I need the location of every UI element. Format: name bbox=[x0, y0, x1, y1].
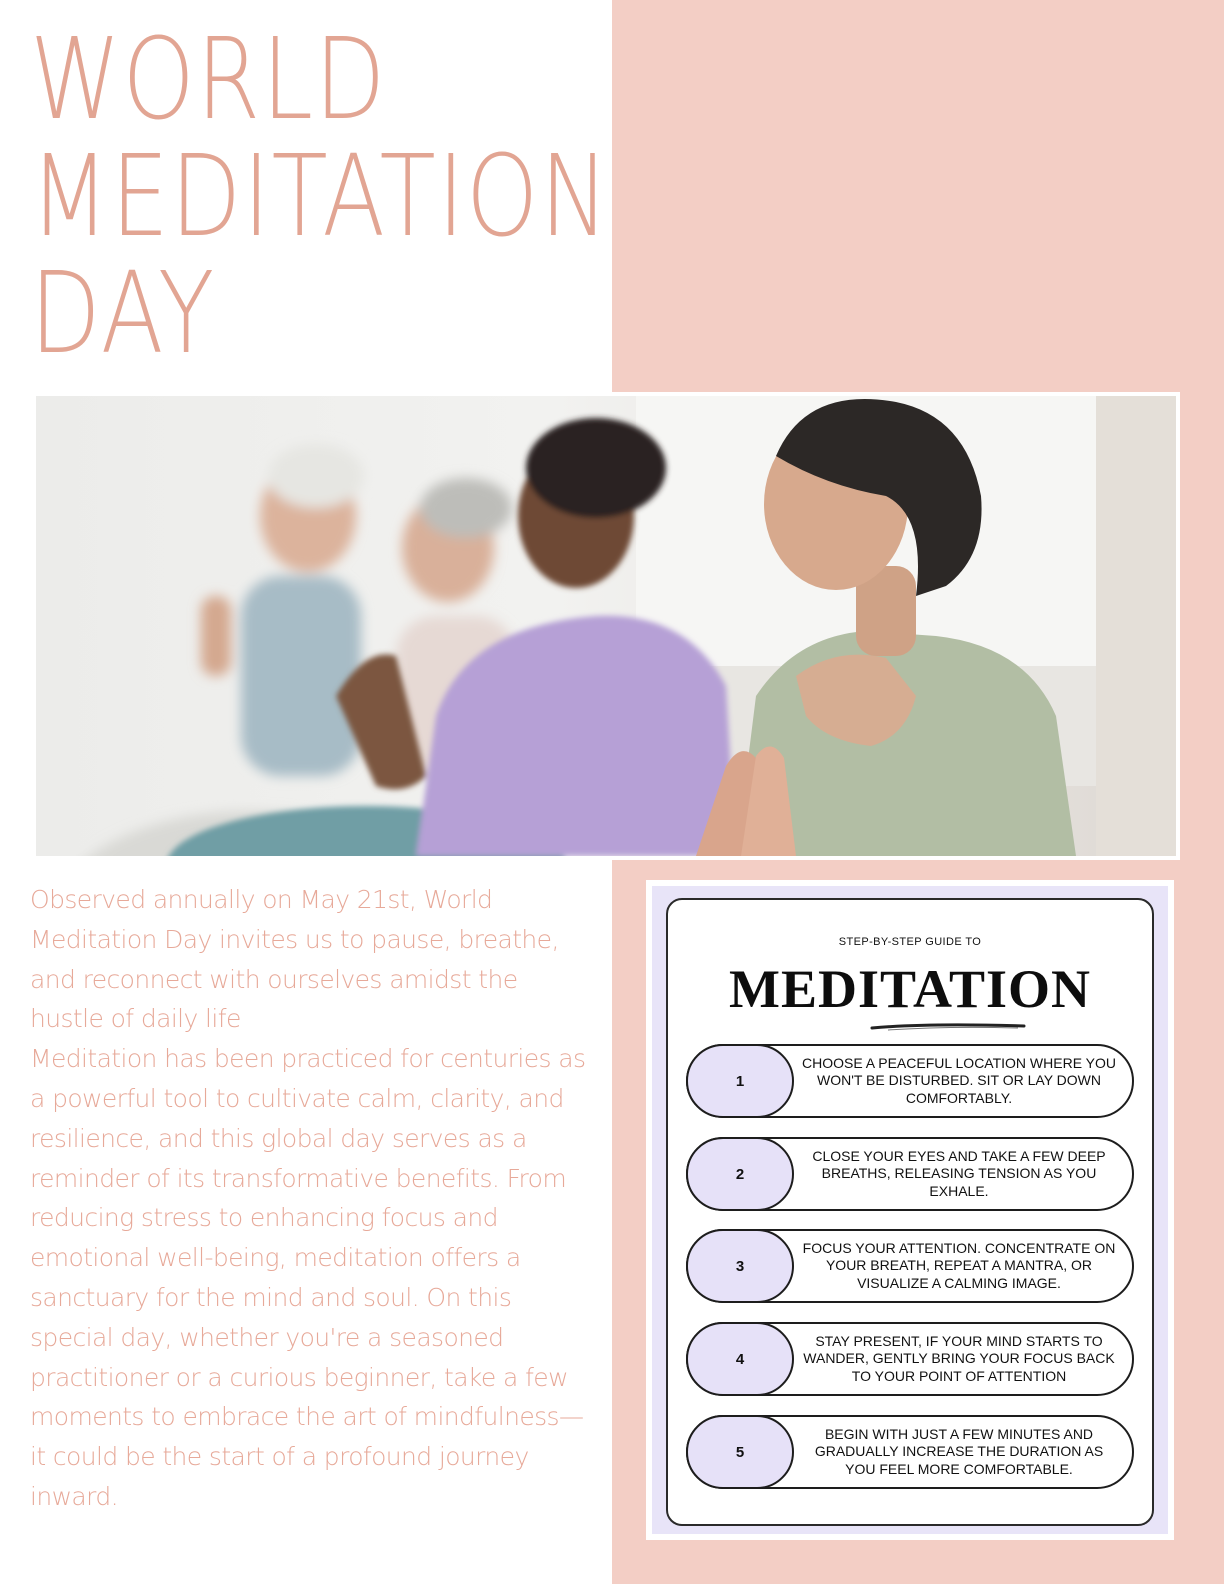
guide-step bbox=[686, 1415, 1134, 1489]
title-line: DAY bbox=[30, 249, 216, 379]
title-line: MEDITATION bbox=[30, 132, 611, 262]
brush-stroke-icon bbox=[868, 1021, 1028, 1033]
guide-step bbox=[686, 1229, 1134, 1303]
title-line: WORLD bbox=[30, 15, 387, 145]
hero-photo bbox=[36, 396, 1176, 856]
guide-heading: MEDITATION bbox=[728, 959, 1092, 1019]
step-text: BEGIN WITH JUST A FEW MINUTES AND GRADUALLY INCREASE THE DURATION AS YOU FEEL MORE COMFORTABLE. bbox=[814, 1425, 1104, 1477]
step-number: 1 bbox=[686, 1044, 794, 1118]
step-text: FOCUS YOUR ATTENTION. CONCENTRATE ON YOUR BREATH, REPEAT A MANTRA, OR VISUALIZE A CALMING IMAGE. bbox=[802, 1239, 1116, 1291]
guide-step bbox=[686, 1044, 1134, 1118]
hero-photo-frame bbox=[32, 392, 1180, 860]
step-text: STAY PRESENT, IF YOUR MIND STARTS TO WANDER, GENTLY BRING YOUR FOCUS BACK TO YOUR POINT OF ATTENTION bbox=[803, 1332, 1115, 1384]
meditation-guide-card bbox=[666, 898, 1154, 1526]
page-title bbox=[30, 15, 611, 379]
step-number: 2 bbox=[686, 1137, 794, 1211]
guide-step bbox=[686, 1137, 1134, 1211]
guide-step bbox=[686, 1322, 1134, 1396]
step-text: CLOSE YOUR EYES AND TAKE A FEW DEEP BREATHS, RELEASING TENSION AS YOU EXHALE. bbox=[812, 1147, 1106, 1199]
step-text: CHOOSE A PEACEFUL LOCATION WHERE YOU WON'T BE DISTURBED. SIT OR LAY DOWN COMFORTABLY. bbox=[801, 1054, 1117, 1106]
article-body: Observed annually on May 21st, World Meditation Day invites us to pause, breathe, and reconnect with ourselves amidst the hustle of daily life Meditation has been practiced for centuries as a powerful tool to cultivate calm, clarity, and resilience, and this global day serves as a reminder of its transformative benefits. From reducing stress to enhancing focus and emotional well-being, meditation offers a sanctuary for the mind and soul. On this special day, whether you're a seasoned practitioner or a curious beginner, take a few moments to embrace the art of mindfulness—it could be the start of a profound journey inward. bbox=[30, 885, 586, 1511]
step-number: 5 bbox=[686, 1415, 794, 1489]
step-number: 3 bbox=[686, 1229, 794, 1303]
meditation-group-illustration bbox=[36, 396, 1176, 856]
step-number: 4 bbox=[686, 1322, 794, 1396]
guide-kicker: STEP-BY-STEP GUIDE TO bbox=[838, 936, 982, 948]
